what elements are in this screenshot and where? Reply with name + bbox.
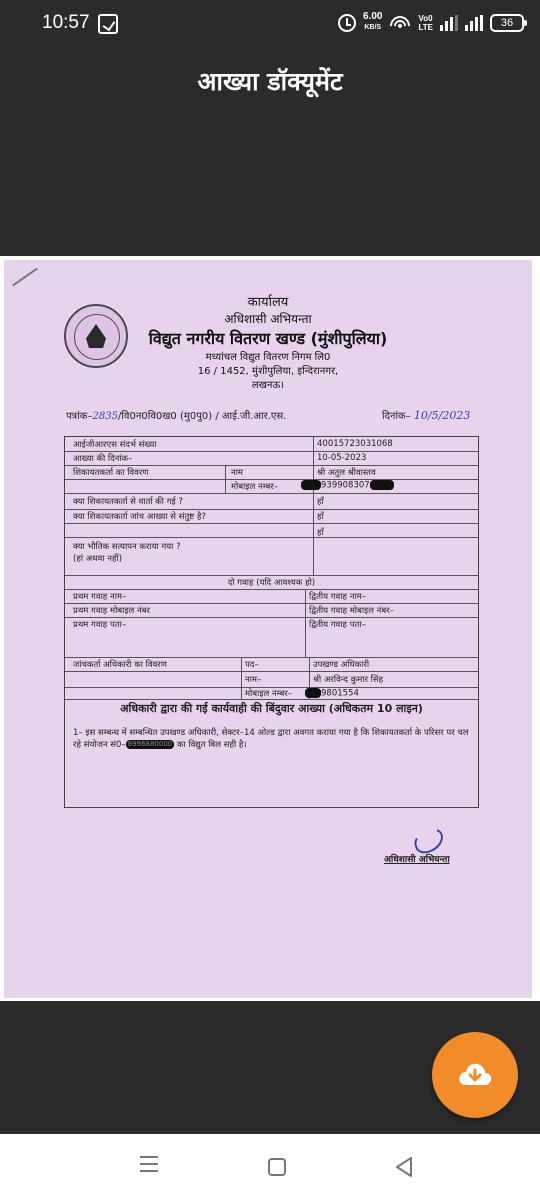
answer-talked: हाँ bbox=[317, 497, 324, 507]
network-speed-value: 6.00 bbox=[363, 11, 383, 22]
volte-line2: LTE bbox=[418, 22, 433, 32]
ref-number: 2835 bbox=[92, 411, 118, 422]
battery-level: 36 bbox=[500, 16, 514, 29]
battery-icon bbox=[490, 14, 524, 32]
wifi-icon bbox=[389, 14, 411, 32]
officer-mobile-value bbox=[305, 688, 359, 699]
system-nav-bar bbox=[0, 1134, 540, 1200]
name-value: श्री अतुल श्रीवास्तव bbox=[317, 468, 376, 478]
action-text-part1: 1– इस सम्बन्ध में सम्बन्धित उपखण्ड अधिकारी, सेक्टर–14 ओल्ड द्वारा अवगत कराया गया है कि शिकायतकर्ता के परिसर पर चल रहे संयोजन सं0– bbox=[73, 728, 469, 750]
aakhya-date-value: 10-05-2023 bbox=[317, 453, 367, 463]
mobile-partial: 939908307 bbox=[321, 480, 370, 491]
volte-icon bbox=[418, 14, 433, 32]
redaction-bar bbox=[370, 480, 394, 490]
question-talked: क्या शिकायतकर्ता से वार्ता की गई ? bbox=[73, 497, 183, 507]
status-bar bbox=[0, 0, 540, 50]
igrs-label: आईजीआरएस संदर्भ संख्या bbox=[73, 440, 157, 450]
witness1-address: प्रथम गवाह पता– bbox=[73, 620, 127, 630]
officer-mobile-label: मोबाइल नम्बर– bbox=[245, 689, 293, 699]
home-icon[interactable] bbox=[268, 1158, 286, 1176]
office-line3: विद्युत नगरीय वितरण खण्ड (मुंशीपुलिया) bbox=[148, 329, 388, 348]
alarm-icon bbox=[338, 14, 356, 32]
redaction-bar bbox=[305, 688, 321, 698]
name-label: नाम bbox=[231, 468, 244, 478]
officer-mobile-partial: 9801554 bbox=[321, 688, 359, 699]
status-icons bbox=[338, 12, 524, 33]
document-viewer[interactable] bbox=[0, 256, 540, 1001]
app-notification-icon bbox=[98, 14, 118, 34]
witness2-mobile: द्वितीय गवाह मोबाइल नंबर– bbox=[309, 606, 394, 616]
signature-designation: अधिशासी अभियन्ता bbox=[384, 855, 450, 865]
action-heading: अधिकारी द्वारा की गई कार्यवाही की बिंदुवार आख्या (अधिकतम 10 लाइन) bbox=[120, 702, 423, 715]
volte-line1: Vo0 bbox=[418, 13, 433, 23]
page-title: आख्या डॉक्यूमेंट bbox=[197, 67, 343, 96]
ref-suffix: /वि0न0वि0ख0 (मु0पु0) / आई.जी.आर.एस. bbox=[117, 411, 287, 422]
officer-name-value: श्री अरविन्द कुमार सिंह bbox=[313, 675, 384, 685]
post-value: उपखण्ड अधिकारी bbox=[313, 660, 370, 670]
question-verified-hint: (हां अथवा नहीं) bbox=[73, 554, 123, 564]
witness-heading: दो गवाह (यदि आवश्यक हो) bbox=[227, 578, 316, 588]
office-line6: लखनऊ। bbox=[251, 380, 285, 391]
ref-prefix: पत्रांक– bbox=[66, 411, 93, 422]
download-button[interactable] bbox=[432, 1032, 518, 1118]
question-satisfied: क्या शिकायतकर्ता जांच आख्या से संतुष्ट है? bbox=[73, 512, 206, 522]
officer-name-label: नाम– bbox=[245, 675, 262, 685]
mobile-value bbox=[301, 480, 394, 491]
menu-icon[interactable] bbox=[140, 1156, 158, 1174]
action-text-part2: का विद्युत बिल सही है। bbox=[174, 740, 247, 750]
complainant-label: शिकायतकर्ता का विवरण bbox=[73, 468, 149, 478]
network-speed-unit: KB/S bbox=[364, 24, 382, 31]
witness2-name: द्वितीय गवाह नाम– bbox=[309, 592, 366, 602]
date-line bbox=[382, 408, 470, 422]
office-line5: 16 / 1452, मुंशीपुलिया, इन्दिरानगर, bbox=[197, 366, 339, 377]
igrs-value: 40015723031068 bbox=[317, 439, 393, 449]
redacted-account: 8996880000 bbox=[127, 740, 173, 748]
answer-verified: हाँ bbox=[317, 528, 324, 538]
office-header bbox=[4, 292, 532, 391]
office-line1: कार्यालय bbox=[247, 295, 289, 310]
redaction-bar bbox=[301, 480, 321, 490]
reference-line bbox=[66, 408, 286, 422]
status-time: 10:57 bbox=[42, 12, 90, 33]
network-speed bbox=[363, 12, 382, 33]
signal-icon bbox=[465, 15, 483, 31]
office-line2: अधिशासी अभियन्ता bbox=[224, 312, 312, 326]
aakhya-date-label: आख्या की दिनांक– bbox=[73, 454, 133, 464]
date-value: 10/5/2023 bbox=[413, 409, 471, 422]
post-label: पद– bbox=[245, 660, 259, 670]
scan-mark bbox=[12, 268, 38, 287]
officer-label: जांचकर्ता अधिकारी का विवरण bbox=[73, 660, 167, 670]
back-icon[interactable] bbox=[394, 1156, 414, 1178]
question-verified: क्या भौतिक सत्यापन कराया गया ? bbox=[73, 542, 181, 552]
signal-icon bbox=[440, 15, 458, 31]
mobile-label: मोबाइल नम्बर– bbox=[231, 482, 279, 492]
witness1-name: प्रथम गवाह नाम– bbox=[73, 592, 127, 602]
cloud-download-icon bbox=[457, 1059, 493, 1089]
witness2-address: द्वितीय गवाह पता– bbox=[309, 620, 366, 630]
office-line4: मध्यांचल विद्युत वितरण निगम लि0 bbox=[205, 352, 331, 363]
date-label: दिनांक– bbox=[382, 411, 411, 422]
answer-satisfied: हाँ bbox=[317, 512, 324, 522]
witness1-mobile: प्रथम गवाह मोबाइल नंबर bbox=[73, 606, 151, 616]
action-text bbox=[73, 727, 473, 751]
report-form-table bbox=[64, 436, 479, 808]
document-image bbox=[4, 260, 532, 998]
